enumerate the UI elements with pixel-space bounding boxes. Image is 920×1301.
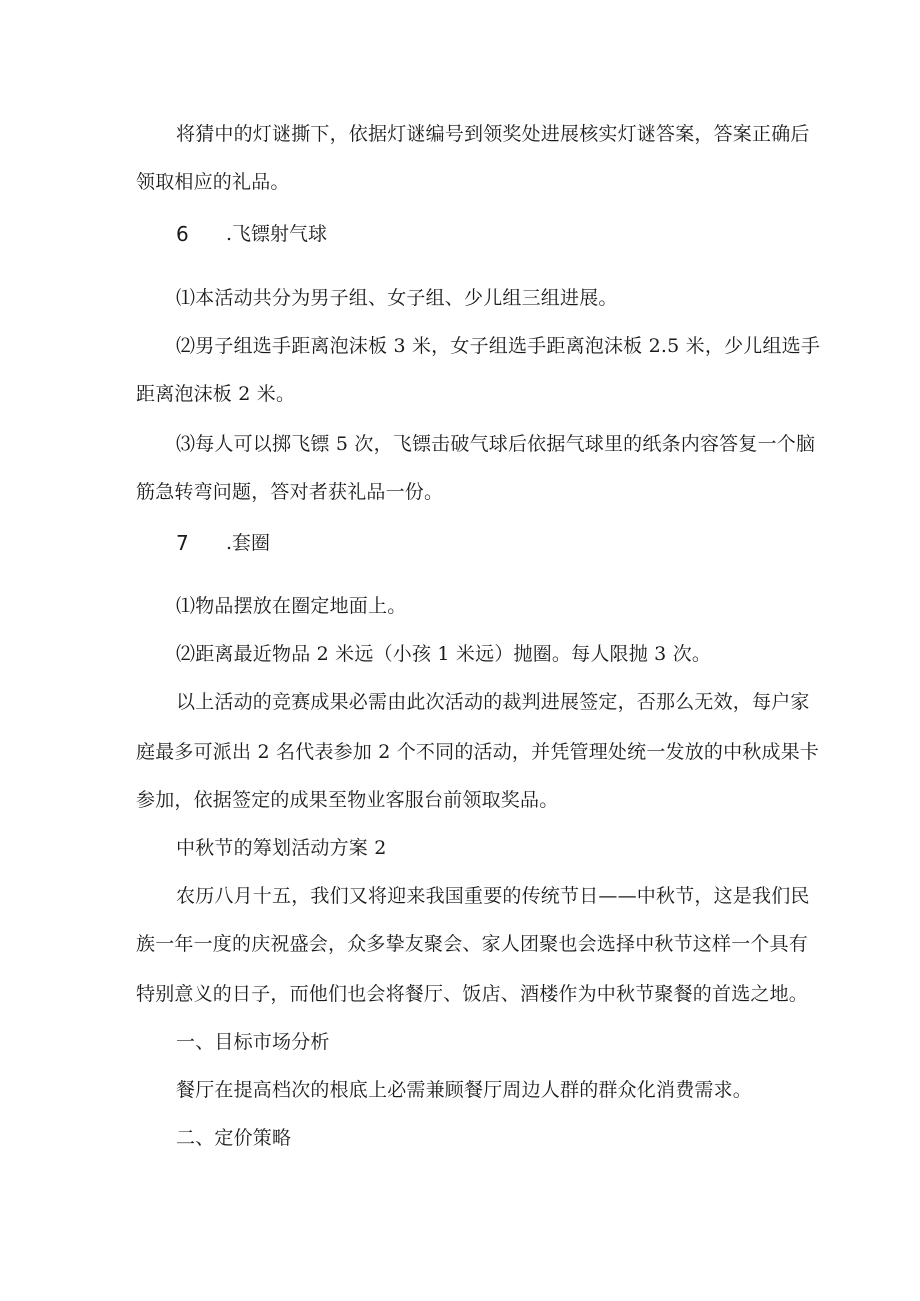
paragraph-line: 距离泡沫板 2 米。: [136, 383, 296, 405]
section-number: 7: [176, 531, 189, 555]
list-item: ⑵距离最近物品 2 米远（小孩 1 米远）抛圈。每人限抛 3 次。: [176, 643, 712, 665]
paragraph-line: 族一年一度的庆祝盛会，众多挚友聚会、家人团聚也会选择中秋节这样一个具有: [136, 933, 809, 955]
paragraph-line: 农历八月十五，我们又将迎来我国重要的传统节日——中秋节，这是我们民: [176, 885, 810, 907]
list-item: ⑵男子组选手距离泡沫板 3 米，女子组选手距离泡沫板 2.5 米，少儿组选手: [176, 335, 821, 357]
paragraph-line: 餐厅在提高档次的根底上必需兼顾餐厅周边人群的群众化消费需求。: [176, 1079, 753, 1101]
paragraph-line: 领取相应的礼品。: [136, 171, 290, 193]
section-heading: 一、目标市场分析: [176, 1031, 330, 1053]
paragraph-line: 参加，依据签定的成果至物业客服台前领取奖品。: [136, 789, 559, 811]
list-item: ⑶每人可以掷飞镖 5 次，飞镖击破气球后依据气球里的纸条内容答复一个脑: [176, 433, 816, 455]
section-heading: .飞镖射气球: [226, 223, 328, 245]
list-item: ⑴物品摆放在圈定地面上。: [176, 595, 407, 617]
document-title: 中秋节的筹划活动方案 2: [176, 837, 387, 859]
list-item: ⑴本活动共分为男子组、女子组、少儿组三组进展。: [176, 287, 618, 309]
section-heading: 二、定价策略: [176, 1127, 292, 1149]
paragraph-line: 庭最多可派出 2 名代表参加 2 个不同的活动，并凭管理处统一发放的中秋成果卡: [136, 741, 820, 763]
paragraph-line: 将猜中的灯谜撕下，依据灯谜编号到领奖处进展核实灯谜答案，答案正确后: [176, 123, 810, 145]
paragraph-line: 筋急转弯问题，答对者获礼品一份。: [136, 481, 444, 503]
section-number: 6: [176, 222, 189, 246]
paragraph-line: 特别意义的日子，而他们也会将餐厅、饭店、酒楼作为中秋节聚餐的首选之地。: [136, 983, 809, 1005]
paragraph-line: 以上活动的竞赛成果必需由此次活动的裁判进展签定，否那么无效，每户家: [176, 691, 810, 713]
section-heading: .套圈: [226, 532, 271, 554]
